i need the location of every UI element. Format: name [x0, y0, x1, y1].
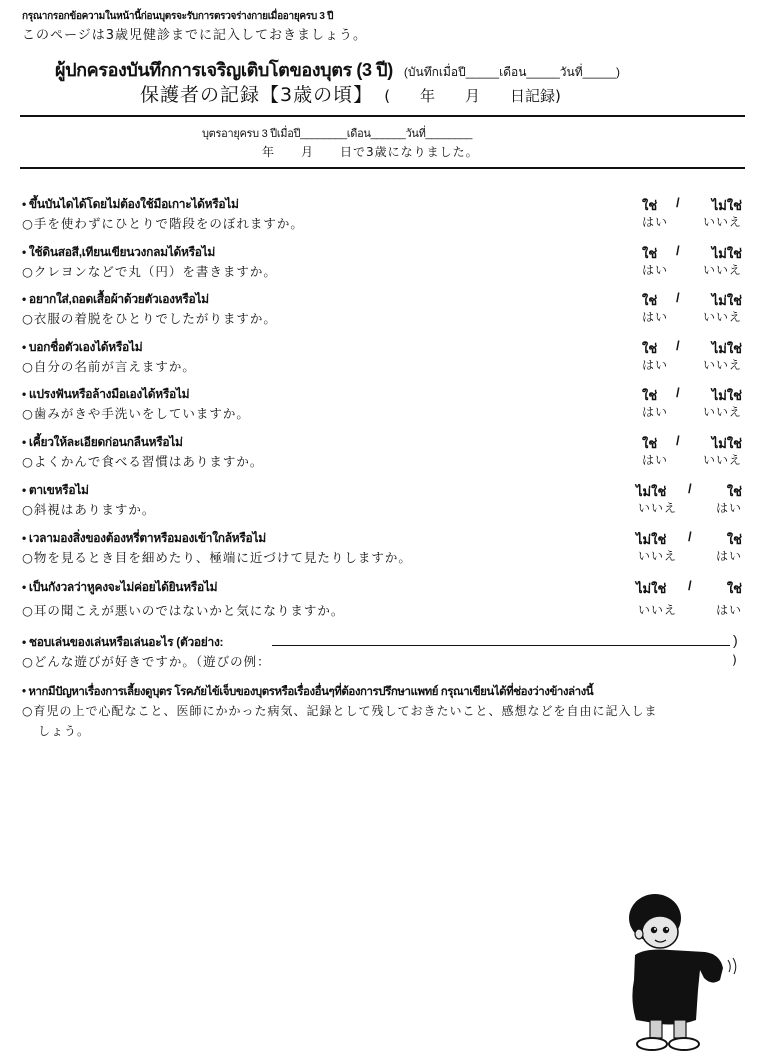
answer-yes-thai[interactable]: ใช่ — [642, 436, 658, 451]
question-japanese: ○耳の聞こえが悪いのではないかと気になりますか。 — [22, 603, 345, 618]
answer-separator: / — [676, 385, 680, 400]
answer-no-thai[interactable]: ไม่ใช่ — [711, 388, 742, 403]
question-japanese: ○よくかんで食べる習慣はありますか。 — [22, 454, 264, 469]
answer-no-japanese[interactable]: いいえ — [638, 603, 678, 617]
answer-no-japanese[interactable]: いいえ — [638, 549, 678, 563]
answer-yes-japanese[interactable]: はい — [642, 215, 669, 229]
answer-separator: / — [676, 433, 680, 448]
answer-yes-thai[interactable]: ใช่ — [642, 293, 658, 308]
title-thai-date-note: (บันทึกเมื่อปี_____เดือน_____วันที่_____) — [403, 65, 620, 79]
answer-separator: / — [688, 529, 692, 544]
play-question-japanese: ○どんな遊びが好きですか。（遊びの例： — [22, 654, 271, 669]
answer-yes-thai[interactable]: ใช่ — [726, 484, 742, 499]
child-waving-illustration-icon — [600, 880, 750, 1055]
question-japanese: ○物を見るとき目を細めたり、極端に近づけて見たりしますか。 — [22, 550, 412, 565]
answer-separator: / — [688, 578, 692, 593]
play-example-input[interactable] — [272, 645, 730, 646]
divider-top — [20, 115, 745, 117]
title-thai: ผู้ปกครองบันทึกการเจริญเติบโตของบุตร (3 ปี) — [55, 60, 393, 80]
answer-no-japanese[interactable]: いいえ — [702, 453, 742, 467]
question-japanese: ○クレヨンなどで丸（円）を書きますか。 — [22, 264, 277, 279]
answer-no-japanese[interactable]: いいえ — [702, 358, 742, 372]
question-japanese: ○歯みがきや手洗いをしていますか。 — [22, 406, 250, 421]
answer-yes-japanese[interactable]: はい — [715, 549, 742, 563]
answer-yes-japanese[interactable]: はい — [642, 358, 669, 372]
question-thai: • เคี้ยวให้ละเอียดก่อนกลืนหรือไม่ — [22, 435, 183, 449]
answer-no-japanese[interactable]: いいえ — [702, 263, 742, 277]
answer-yes-japanese[interactable]: はい — [642, 405, 669, 419]
answer-yes-japanese[interactable]: はい — [642, 263, 669, 277]
answer-no-thai[interactable]: ไม่ใช่ — [636, 581, 667, 596]
answer-choice[interactable] — [636, 195, 744, 229]
answer-no-thai[interactable]: ไม่ใช่ — [711, 198, 742, 213]
answer-yes-japanese[interactable]: はい — [642, 310, 669, 324]
answer-no-thai[interactable]: ไม่ใช่ — [711, 293, 742, 308]
title-japanese: 保護者の記録【3歳の頃】 — [140, 84, 374, 106]
play-question-thai: • ชอบเล่นของเล่นหรือเล่นอะไร (ตัวอย่าง: — [22, 635, 224, 649]
answer-no-japanese[interactable]: いいえ — [702, 405, 742, 419]
question-thai: • เป็นกังวลว่าหูคงจะไม่ค่อยได้ยินหรือไม่ — [22, 580, 218, 594]
answer-no-japanese[interactable]: いいえ — [638, 501, 678, 515]
question-thai: • เวลามองสิ่งของต้องหรี่ตาหรือมองเข้าใกล้หรือไม่ — [22, 531, 266, 545]
answer-no-thai[interactable]: ไม่ใช่ — [711, 436, 742, 451]
answer-yes-thai[interactable]: ใช่ — [642, 246, 658, 261]
play-close-paren-jp: ) — [732, 652, 738, 667]
answer-choice[interactable] — [636, 243, 744, 277]
instruction-thai: กรุณากรอกข้อความในหน้านี้ก่อนบุตรจะรับการตรวจร่างกายเมื่ออายุครบ 3 ปี — [22, 11, 334, 22]
answer-choice[interactable] — [636, 433, 744, 467]
answer-choice[interactable] — [636, 290, 744, 324]
answer-yes-thai[interactable]: ใช่ — [642, 341, 658, 356]
answer-yes-thai[interactable]: ใช่ — [642, 198, 658, 213]
answer-separator: / — [676, 195, 680, 210]
answer-no-thai[interactable]: ไม่ใช่ — [711, 246, 742, 261]
play-close-paren: ) — [733, 632, 738, 648]
answer-yes-thai[interactable]: ใช่ — [726, 532, 742, 547]
answer-separator: / — [676, 290, 680, 305]
answer-separator: / — [676, 338, 680, 353]
answer-choice[interactable] — [636, 385, 744, 419]
answer-yes-thai[interactable]: ใช่ — [642, 388, 658, 403]
divider-bottom — [20, 167, 745, 169]
question-thai: • ใช้ดินสอสี,เทียนเขียนวงกลมได้หรือไม่ — [22, 245, 215, 259]
answer-no-thai[interactable]: ไม่ใช่ — [636, 484, 667, 499]
answer-no-thai[interactable]: ไม่ใช่ — [636, 532, 667, 547]
answer-choice[interactable] — [636, 481, 744, 515]
notes-prompt-thai: • หากมีปัญหาเรื่องการเลี้ยงดูบุตร โรคภัยไข้เจ็บของบุตรหรือเรื่องอื่นๆที่ต้องการปรึกษาแพทย์ กรุณาเขียนได้ที่ช่องว่างข้างล่างนี้ — [22, 686, 594, 698]
answer-no-japanese[interactable]: いいえ — [702, 215, 742, 229]
instruction-japanese: このページは3歳児健診までに記入しておきましょう。 — [22, 28, 368, 43]
notes-free-write-area[interactable] — [20, 745, 590, 1045]
notes-prompt-japanese-1: ○育児の上で心配なこと、医師にかかった病気、記録として残しておきたいこと、感想などを自由に記入しま — [22, 704, 658, 718]
birthday-line-japanese: 年 月 日で3歳になりました。 — [262, 145, 479, 159]
answer-yes-japanese[interactable]: はい — [715, 501, 742, 515]
question-thai: • บอกชื่อตัวเองได้หรือไม่ — [22, 340, 143, 354]
title-japanese-date-note: ( 年 月 日記録) — [384, 87, 561, 105]
notes-prompt-japanese-2: しょう。 — [38, 724, 91, 738]
answer-separator: / — [688, 481, 692, 496]
question-thai: • ขึ้นบันไดได้โดยไม่ต้องใช้มือเกาะได้หรือไม่ — [22, 197, 239, 211]
question-japanese: ○自分の名前が言えますか。 — [22, 359, 196, 374]
question-japanese: ○手を使わずにひとりで階段をのぼれますか。 — [22, 216, 304, 231]
question-thai: • อยากใส่,ถอดเสื้อผ้าด้วยตัวเองหรือไม่ — [22, 292, 209, 306]
answer-yes-japanese[interactable]: はい — [642, 453, 669, 467]
answer-no-japanese[interactable]: いいえ — [702, 310, 742, 324]
answer-choice[interactable] — [636, 578, 744, 618]
question-thai: • ตาเขหรือไม่ — [22, 483, 89, 497]
question-japanese: ○衣服の着脱をひとりでしたがりますか。 — [22, 311, 277, 326]
birthday-line-thai: บุตรอายุครบ 3 ปีเมื่อปี________เดือน______วันที่________ — [202, 128, 473, 140]
answer-no-thai[interactable]: ไม่ใช่ — [711, 341, 742, 356]
question-thai: • แปรงฟันหรือล้างมือเองได้หรือไม่ — [22, 387, 190, 401]
title-japanese-row — [140, 80, 561, 107]
answer-choice[interactable] — [636, 529, 744, 563]
answer-yes-japanese[interactable]: はい — [715, 603, 742, 617]
answer-separator: / — [676, 243, 680, 258]
question-japanese: ○斜視はありますか。 — [22, 502, 156, 517]
answer-choice[interactable] — [636, 338, 744, 372]
answer-yes-thai[interactable]: ใช่ — [726, 581, 742, 596]
